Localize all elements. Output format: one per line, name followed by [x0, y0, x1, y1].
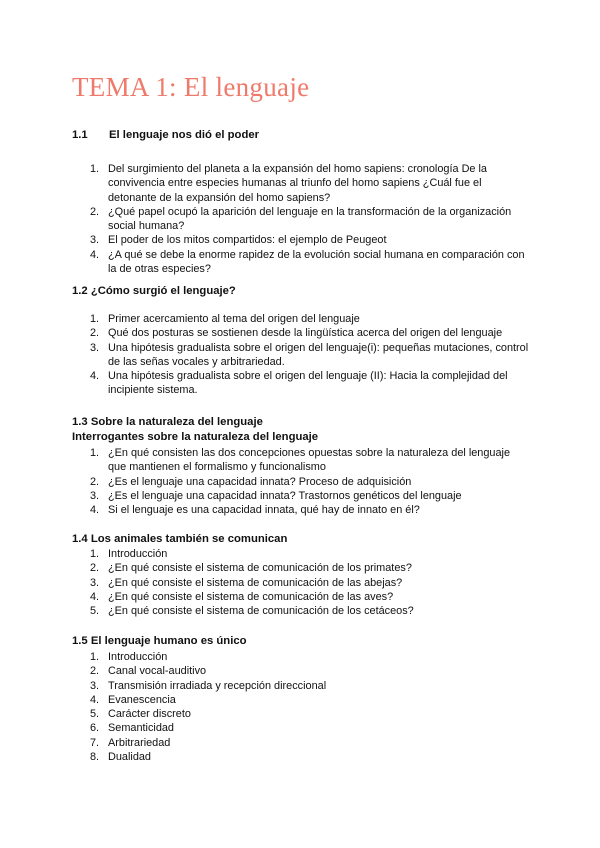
- list-item: 3. ¿Es el lenguaje una capacidad innata? Trastornos genéticos del lenguaje: [90, 489, 462, 502]
- list-item: 1. Primer acercamiento al tema del origen del lenguaje: [90, 313, 360, 325]
- section-heading-1-1: [72, 128, 259, 143]
- list-item: 4. ¿En qué consiste el sistema de comunicación de las aves?: [90, 590, 394, 603]
- section-subheading-1-3: Interrogantes sobre la naturaleza del lenguaje: [72, 431, 319, 443]
- list-item: 3. Transmisión irradiada y recepción direccional: [90, 679, 327, 692]
- section-number: 1.1: [72, 129, 88, 141]
- section-list-1-3: [90, 446, 530, 517]
- section-list-1-2: [90, 312, 530, 398]
- list-item: 4. Si el lenguaje es una capacidad innata, qué hay de innato en él?: [90, 504, 420, 517]
- list-item: 2. ¿Es el lenguaje una capacidad innata? Proceso de adquisición: [90, 475, 412, 488]
- list-item: 1. ¿En qué consisten las dos concepciones opuestas sobre la naturaleza del lenguaje que mantienen el formalismo y funcionalismo: [90, 447, 511, 474]
- list-item: 3. El poder de los mitos compartidos: el ejemplo de Peugeot: [90, 234, 387, 247]
- section-heading-1-4: 1.4 Los animales también se comunican: [72, 533, 288, 545]
- list-item: 6. Semanticidad: [90, 722, 174, 735]
- list-item: 2. ¿En qué consiste el sistema de comunicación de los primates?: [90, 562, 412, 575]
- list-item: 4. ¿A qué se debe la enorme rapidez de la evolución social humana en comparación con la de otras especies?: [90, 248, 525, 276]
- list-item: 2. Qué dos posturas se sostienen desde la lingüística acerca del origen del lenguaje: [90, 327, 503, 340]
- list-item: 7. Arbitrariedad: [90, 736, 171, 749]
- section-heading-1-2: 1.2 ¿Cómo surgió el lenguaje?: [72, 285, 236, 297]
- list-item: 2. Canal vocal-auditivo: [90, 665, 207, 678]
- list-item: 5. Carácter discreto: [90, 708, 191, 721]
- section-heading-1-3: 1.3 Sobre la naturaleza del lenguaje: [72, 416, 263, 428]
- list-item: 4. Una hipótesis gradualista sobre el origen del lenguaje (II): Hacia la complejidad del incipiente sistema.: [90, 370, 508, 397]
- section-title: El lenguaje nos dió el poder: [109, 129, 260, 141]
- list-item: 1. Introducción: [90, 651, 168, 663]
- section-heading-1-5: 1.5 El lenguaje humano es único: [72, 635, 247, 647]
- list-item: 5. ¿En qué consiste el sistema de comunicación de los cetáceos?: [90, 605, 414, 618]
- section-list-1-4: [90, 547, 530, 618]
- list-item: 4. Evanescencia: [90, 693, 176, 706]
- section-list-1-5: [90, 650, 530, 764]
- list-item: 3. ¿En qué consiste el sistema de comunicación de las abejas?: [90, 576, 403, 589]
- document-title: TEMA 1: El lenguaje: [72, 72, 310, 102]
- list-item: 1. Del surgimiento del planeta a la expansión del homo sapiens: cronología De la convivencia entre especies humanas al triunfo del homo sapiens ¿Cuál fue el detonante de la expansión del homo sapiens?: [90, 163, 487, 204]
- list-item: 8. Dualidad: [90, 751, 151, 764]
- list-item: 3. Una hipótesis gradualista sobre el origen del lenguaje(i): pequeñas mutaciones, control de las señas vocales y arbitrariedad.: [90, 341, 529, 368]
- section-list-1-1: [90, 162, 530, 276]
- list-item: 2. ¿Qué papel ocupó la aparición del lenguaje en la transformación de la organización social humana?: [90, 205, 512, 233]
- list-item: 1. Introducción: [90, 548, 168, 560]
